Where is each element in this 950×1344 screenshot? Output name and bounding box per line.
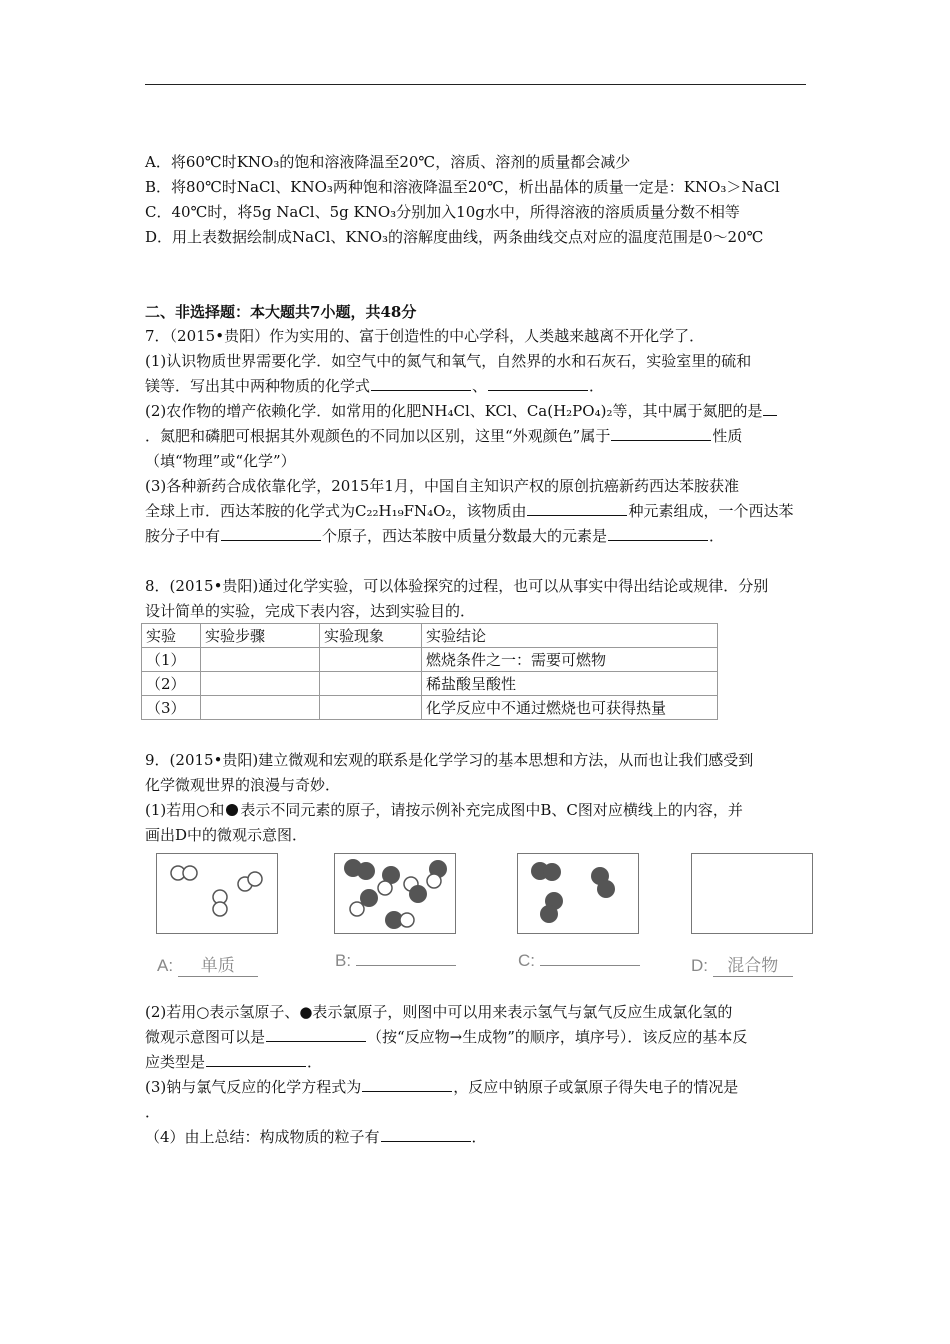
option-c: C．40℃时，将5g NaCl、5g KNO₃分别加入10g水中，所得溶液的溶质质量分数不相等	[145, 203, 740, 221]
table-row	[142, 648, 718, 672]
q7-part2-line2	[145, 424, 742, 448]
table-cell-answer[interactable]	[201, 648, 320, 672]
answer-blank[interactable]	[221, 525, 321, 541]
q9-part1-line2: 画出D中的微观示意图．	[145, 826, 308, 844]
diagram-a-caption	[157, 951, 258, 977]
q9-part3-line1	[145, 1075, 738, 1099]
answer-blank[interactable]	[362, 1076, 452, 1092]
diagram-c	[517, 853, 639, 934]
answer-blank[interactable]	[527, 500, 627, 516]
q9-part1-text: (1)若用○和	[145, 801, 225, 819]
answer-blank[interactable]	[266, 1026, 366, 1042]
table-cell: （1）	[142, 648, 201, 672]
q7-part2-text: ．氮肥和磷肥可根据其外观颜色的不同加以区别，这里“外观颜色”属于	[145, 427, 611, 445]
section-title: 二、非选择题：本大题共7小题，共48分	[145, 303, 417, 321]
q9-part4-text: （4）由上总结：构成物质的粒子有	[145, 1128, 380, 1146]
caption-answer[interactable]	[540, 965, 640, 966]
table-header: 实验结论	[422, 624, 718, 648]
table-cell: 稀盐酸呈酸性	[422, 672, 718, 696]
q9-stem-line2: 化学微观世界的浪漫与奇妙．	[145, 776, 341, 794]
q9-part2-text: （按“反应物→生成物”的顺序，填序号）．该反应的基本反	[367, 1028, 748, 1046]
period: ．	[589, 377, 605, 395]
q7-part3-suffix: 种元素组成，一个西达苯	[628, 502, 794, 520]
caption-label: B:	[335, 951, 352, 970]
diagram-a-molecules	[157, 854, 277, 933]
answer-blank[interactable]	[206, 1051, 306, 1067]
filled-atom-icon	[226, 804, 238, 816]
diagram-c-molecules	[518, 854, 638, 933]
q9-part3-line2: ．	[145, 1103, 161, 1121]
q8-stem-line1: 8．(2015•贵阳)通过化学实验，可以体验探究的过程，也可以从事实中得出结论或规律．分别	[145, 577, 769, 595]
table-cell-answer[interactable]	[320, 672, 422, 696]
q9-part2-text: 微观示意图可以是	[145, 1028, 266, 1046]
caption-answer: 混合物	[713, 951, 793, 977]
q7-part3-line2	[145, 499, 794, 523]
diagram-b-molecules	[335, 854, 455, 933]
q7-part2-line1	[145, 399, 778, 423]
q7-stem: 7．（2015•贵阳）作为实用的、富于创造性的中心学科，人类越来越离不开化学了．	[145, 327, 705, 345]
table-row	[142, 672, 718, 696]
q9-part2-line1: (2)若用○表示氢原子、●表示氯原子，则图中可以用来表示氢气与氯气反应生成氯化氢的	[145, 1003, 733, 1021]
q9-part1-text: 表示不同元素的原子，请按示例补充完成图中B、C图对应横线上的内容，并	[240, 801, 743, 819]
caption-label: D:	[691, 956, 708, 975]
q7-part2-text: (2)农作物的增产依赖化学．如常用的化肥NH₄Cl、KCl、Ca(H₂PO₄)₂等，其中属于氮肥的是	[145, 402, 763, 420]
period: ．	[471, 1128, 487, 1146]
answer-blank[interactable]	[608, 525, 708, 541]
answer-blank[interactable]	[381, 1126, 471, 1142]
period: ．	[709, 527, 725, 545]
diagram-d[interactable]	[691, 853, 813, 934]
q7-part3-text: 胺分子中有	[145, 527, 221, 545]
q9-part4	[145, 1125, 487, 1149]
table-cell-answer[interactable]	[320, 648, 422, 672]
q9-stem-line1: 9．(2015•贵阳)建立微观和宏观的联系是化学学习的基本思想和方法，从而也让我们感受到	[145, 751, 754, 769]
table-cell-answer[interactable]	[320, 696, 422, 720]
q9-part3-text: (3)钠与氯气反应的化学方程式为	[145, 1078, 362, 1096]
answer-blank[interactable]	[611, 425, 711, 441]
table-cell: （3）	[142, 696, 201, 720]
diagram-d-caption	[691, 951, 793, 977]
q7-part3-text: 个原子，西达苯胺中质量分数最大的元素是	[322, 527, 608, 545]
table-row	[142, 696, 718, 720]
q9-part2-text: 应类型是	[145, 1053, 206, 1071]
q9-part2-line2	[145, 1025, 747, 1049]
q7-part2-line3: （填“物理”或“化学”）	[145, 452, 296, 470]
table-cell: 化学反应中不通过燃烧也可获得热量	[422, 696, 718, 720]
table-header: 实验	[142, 624, 201, 648]
diagram-c-caption	[518, 951, 640, 971]
q9-part2-line3	[145, 1050, 322, 1074]
q7-part3-line1: (3)各种新药合成依靠化学，2015年1月，中国自主知识产权的原创抗癌新药西达苯胺获准	[145, 477, 739, 495]
option-b: B．将80℃时NaCl、KNO₃两种饱和溶液降温至20℃，析出晶体的质量一定是：KNO₃＞NaCl	[145, 178, 780, 196]
q7-part3-text: 全球上市．西达苯胺的化学式为C₂₂H₁₉FN₄O₂，该物质由	[145, 502, 527, 520]
table-header: 实验现象	[320, 624, 422, 648]
diagram-b-caption	[335, 951, 456, 971]
period: ．	[307, 1053, 323, 1071]
table-cell: （2）	[142, 672, 201, 696]
q7-part1-text: 镁等．写出其中两种物质的化学式	[145, 377, 371, 395]
q7-part3-line3	[145, 524, 724, 548]
caption-label: A:	[157, 956, 174, 975]
option-d: D．用上表数据绘制成NaCl、KNO₃的溶解度曲线，两条曲线交点对应的温度范围是0～20℃	[145, 228, 764, 246]
table-header: 实验步骤	[201, 624, 320, 648]
caption-answer[interactable]	[356, 965, 456, 966]
q7-part2-suffix: 性质	[712, 427, 743, 445]
answer-blank[interactable]	[763, 400, 777, 416]
option-a: A．将60℃时KNO₃的饱和溶液降温至20℃，溶质、溶剂的质量都会减少	[145, 153, 631, 171]
table-cell-answer[interactable]	[201, 672, 320, 696]
q8-stem-line2: 设计简单的实验，完成下表内容，达到实验目的．	[145, 602, 476, 620]
answer-blank[interactable]	[371, 375, 471, 391]
answer-blank[interactable]	[488, 375, 588, 391]
experiment-table	[141, 623, 718, 720]
table-cell: 燃烧条件之一：需要可燃物	[422, 648, 718, 672]
table-header-row	[142, 624, 718, 648]
q9-part3-text: ，反应中钠原子或氯原子得失电子的情况是	[453, 1078, 739, 1096]
header-rule	[145, 84, 806, 85]
caption-answer: 单质	[178, 951, 258, 977]
table-cell-answer[interactable]	[201, 696, 320, 720]
separator: 、	[472, 377, 488, 395]
diagram-b	[334, 853, 456, 934]
q9-part1-line1	[145, 798, 743, 822]
caption-label: C:	[518, 951, 535, 970]
diagram-a	[156, 853, 278, 934]
q7-part1-line2	[145, 374, 604, 398]
q7-part1-line1: (1)认识物质世界需要化学．如空气中的氮气和氧气，自然界的水和石灰石，实验室里的硫和	[145, 352, 752, 370]
